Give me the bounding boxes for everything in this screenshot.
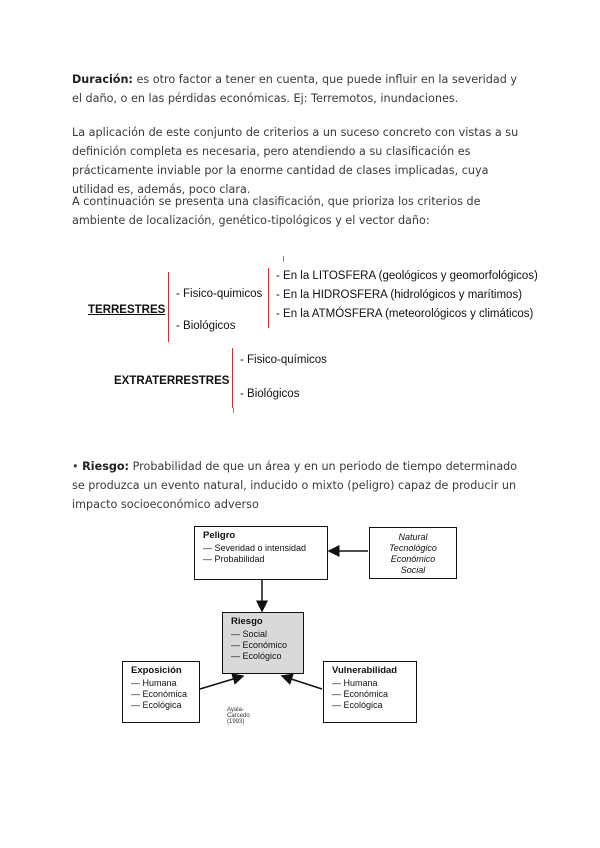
terrestres-fisico: - Fisico-quimicos <box>176 288 263 300</box>
extraterrestres-fisico: - Fisico-químicos <box>240 354 327 366</box>
bullet: • <box>72 460 79 473</box>
exposicion-item: — Ecológica <box>131 700 182 710</box>
extraterrestres-label: EXTRATERRESTRES <box>114 375 230 387</box>
arrow-exposicion-to-riesgo <box>200 676 243 689</box>
terrestres-label: TERRESTRES <box>88 304 166 316</box>
riesgo-item: — Económico <box>231 640 288 650</box>
cause-item: Económico <box>390 554 436 564</box>
hidrosfera-item: - En la HIDROSFERA (hidrológicos y marítimos) <box>276 289 523 301</box>
peligro-box <box>194 526 328 580</box>
causes-box <box>369 527 457 579</box>
duracion-label: Duración: <box>72 73 133 86</box>
vulnerabilidad-item: — Ecológica <box>332 700 383 710</box>
exposicion-item: — Económica <box>131 689 188 699</box>
riesgo-item: — Ecológico <box>231 651 282 661</box>
riesgo-item: — Social <box>231 629 268 639</box>
duracion-text: es otro factor a tener en cuenta, que puede influir en la severidad y el daño, o en las pérdidas económicas. Ej: Terremotos, inundaciones. <box>72 73 518 105</box>
exposicion-item: — Humana <box>131 678 177 688</box>
vulnerabilidad-item: — Humana <box>332 678 378 688</box>
vulnerabilidad-box <box>323 661 417 723</box>
cause-item: Natural <box>398 532 428 542</box>
atmosfera-item: - En la ATMÓSFERA (meteorológicos y climáticos) <box>276 308 534 320</box>
riesgo-label: Riesgo: <box>82 460 130 473</box>
vulnerabilidad-item: — Económica <box>332 689 389 699</box>
vulnerabilidad-title: Vulnerabilidad <box>332 665 398 676</box>
cause-item: Social <box>400 565 426 575</box>
cause-item: Tecnológico <box>389 543 437 553</box>
riesgo-box <box>222 612 304 674</box>
continuacion-paragraph: A continuación se presenta una clasificación, que prioriza los criterios de ambiente de localización, genético-tipológicos y el vector daño: <box>72 195 481 227</box>
exposicion-title: Exposición <box>131 665 182 676</box>
exposicion-box <box>122 661 200 723</box>
aplicacion-paragraph: La aplicación de este conjunto de criterios a un suceso concreto con vistas a su definición completa es necesaria, pero atendiendo a su clasificación es prácticamente inviable por la enorme cantidad de clases implicadas, cuya utilidad es, además, poco clara. <box>72 126 519 196</box>
peligro-title: Peligro <box>203 530 236 541</box>
diagram-credit: Ayala-Carcedo (1993) <box>227 707 250 725</box>
peligro-item: — Probabilidad <box>203 554 265 564</box>
arrow-vulnerabilidad-to-riesgo <box>282 676 322 689</box>
terrestres-biologicos: - Biológicos <box>176 320 236 332</box>
riesgo-text: Probabilidad de que un área y en un periodo de tiempo determinado se produzca un evento natural, inducido o mixto (peligro) capaz de producir un impacto socioeconómico adverso <box>72 460 518 511</box>
riesgo-title: Riesgo <box>231 616 263 627</box>
peligro-item: — Severidad o intensidad <box>203 543 307 553</box>
extraterrestres-biologicos: - Biológicos <box>240 388 300 400</box>
litosfera-item: - En la LITOSFERA (geológicos y geomorfológicos) <box>276 270 538 282</box>
